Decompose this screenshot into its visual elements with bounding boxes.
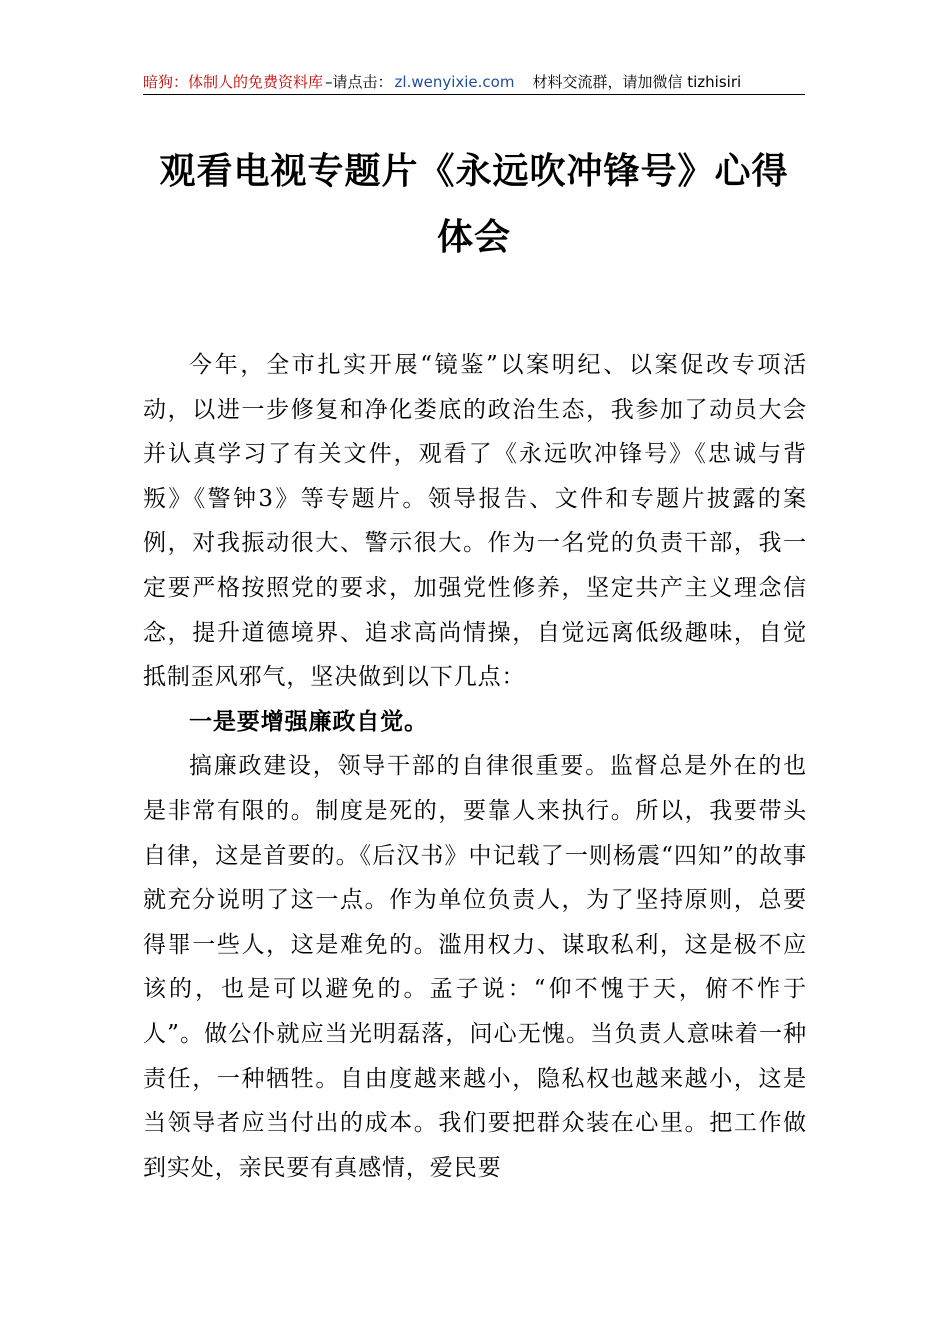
document-title: 观看电视专题片《永远吹冲锋号》心得体会 (159, 150, 789, 258)
document-body (143, 343, 807, 1190)
body-paragraph: 搞廉政建设，领导干部的自律很重要。监督总是外在的也是非常有限的。制度是死的，要靠人来执行。所以，我要带头自律，这是首要的。《后汉书》中记载了一则杨震“四知”的故事就充分说明了这一点。作为单位负责人，为了坚持原则，总要得罪一些人，这是难免的。滥用权力、谋取私利，这是极不应该的，也是可以避免的。孟子说：“仰不愧于天，俯不怍于人”。做公仆就应当光明磊落，问心无愧。当负责人意味着一种责任，一种牺牲。自由度越来越小，隐私权也越来越小，这是当领导者应当付出的成本。我们要把群众装在心里。把工作做到实处，亲民要有真感情，爱民要 (143, 753, 807, 1181)
header-link[interactable]: zl.wenyixie.com (394, 73, 515, 91)
header-brand: 暗狗：体制人的免费资料库 (143, 73, 324, 91)
page-header (143, 72, 805, 95)
header-prompt: –请点击： (325, 73, 393, 91)
header-group-note: 材料交流群，请加微信 tizhisiri (532, 73, 742, 91)
section-heading: 一是要增强廉政自觉。 (189, 708, 428, 735)
intro-paragraph: 今年，全市扎实开展“镜鉴”以案明纪、以案促改专项活动，以进一步修复和净化娄底的政治生态，我参加了动员大会并认真学习了有关文件，观看了《永远吹冲锋号》《忠诚与背叛》《警钟3》等专题片。领导报告、文件和专题片披露的案例，对我振动很大、警示很大。作为一名党的负责干部，我一定要严格按照党的要求，加强党性修养，坚定共产主义理念信念，提升道德境界、追求高尚情操，自觉远离低级趣味，自觉抵制歪风邪气，坚决做到以下几点： (143, 352, 807, 691)
